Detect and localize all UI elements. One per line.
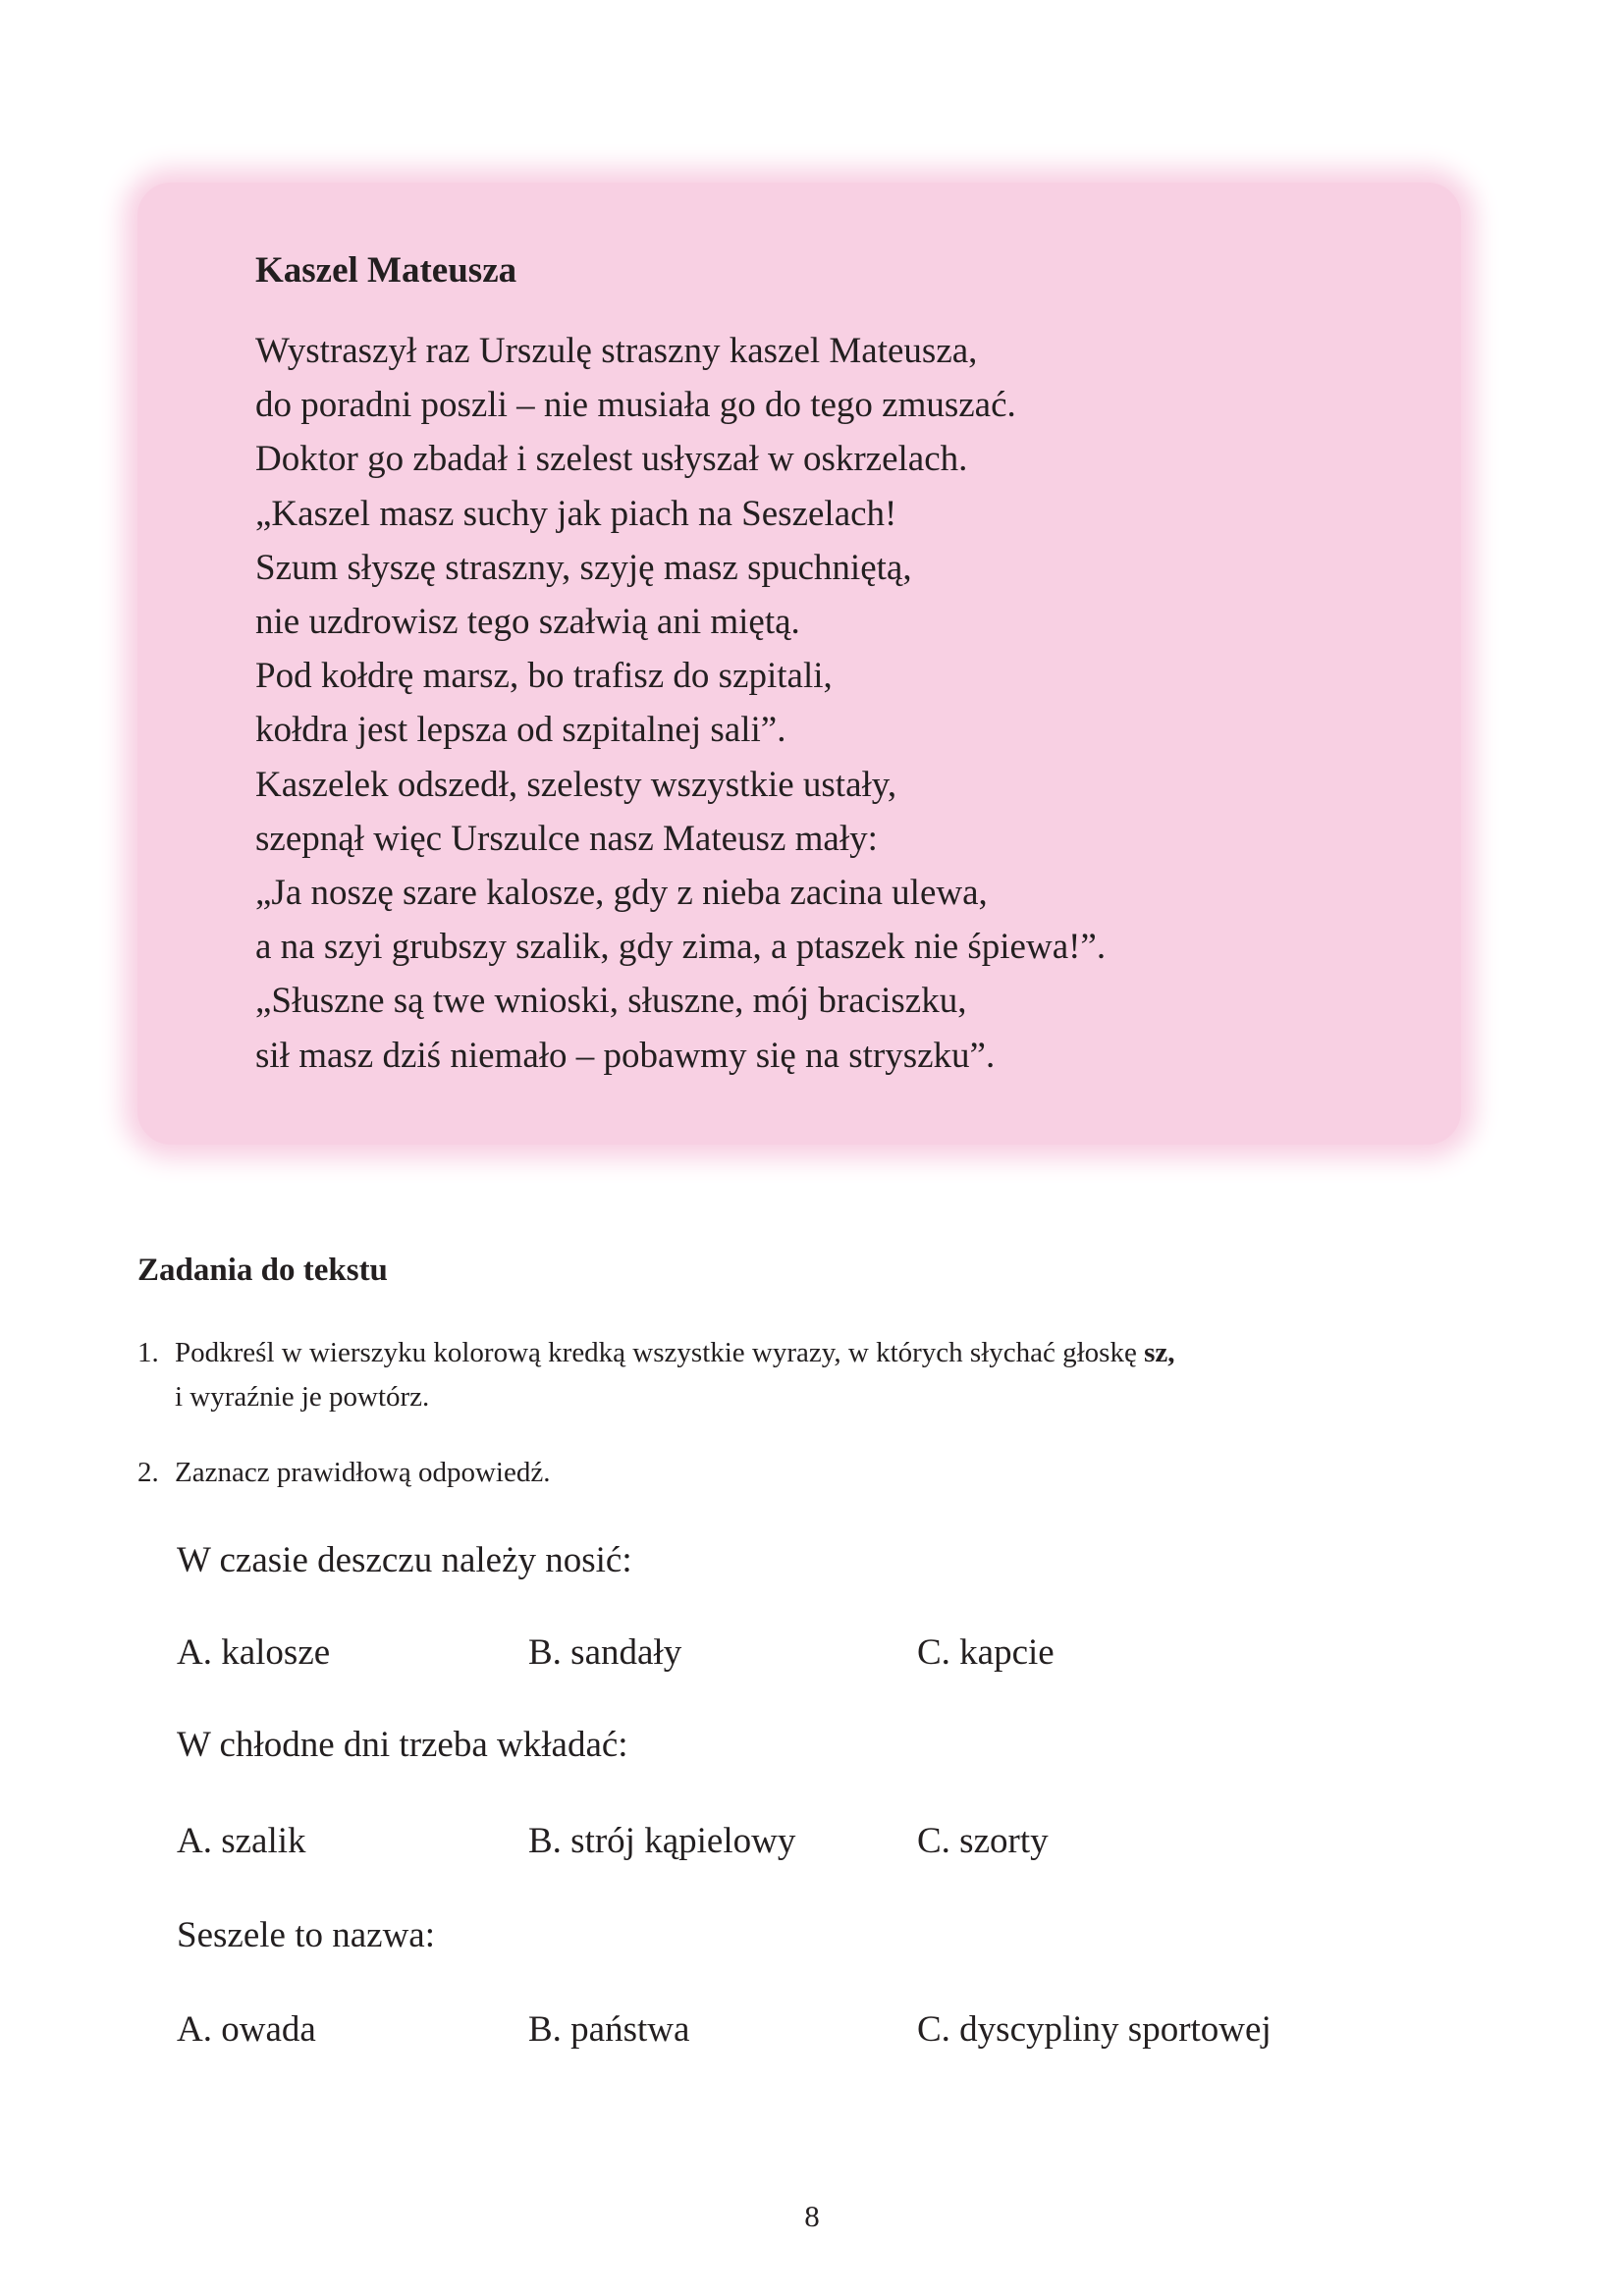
task-text-line1: Podkreśl w wierszyku kolorową kredką wszystkie wyrazy, w których słychać głoskę [175, 1337, 1145, 1368]
poem-lines [255, 324, 1106, 1083]
answer-option[interactable]: B. sandały [528, 1632, 682, 1673]
poem-line: Wystraszył raz Urszulę straszny kaszel Mateusza, [255, 331, 978, 371]
question-prompt: W czasie deszczu należy nosić: [177, 1540, 632, 1580]
poem-line: Pod kołdrę marsz, bo trafisz do szpitali, [255, 656, 833, 697]
task-text-line2: i wyraźnie je powtórz. [175, 1381, 430, 1413]
task-text-bold: sz, [1144, 1337, 1175, 1368]
poem-line: Szum słyszę straszny, szyję masz spuchniętą, [255, 547, 912, 588]
poem-line: „Ja noszę szare kalosze, gdy z nieba zacina ulewa, [255, 873, 988, 914]
poem-line: szepnął więc Urszulce nasz Mateusz mały: [255, 818, 878, 859]
answer-option[interactable]: B. strój kąpielowy [528, 1821, 796, 1861]
answer-option[interactable]: B. państwa [528, 2009, 690, 2050]
task-text [175, 1331, 1175, 1419]
task-number: 2. [137, 1457, 159, 1488]
page-number: 8 [804, 2199, 820, 2233]
poem-line: „Słuszne są twe wnioski, słuszne, mój braciszku, [255, 981, 967, 1022]
poem-line: sił masz dziś niemało – pobawmy się na stryszku”. [255, 1035, 996, 1076]
question-prompt: W chłodne dni trzeba wkładać: [177, 1725, 628, 1765]
poem-line: Kaszelek odszedł, szelesty wszystkie ustały, [255, 764, 897, 805]
answer-option[interactable]: C. dyscypliny sportowej [917, 2009, 1272, 2050]
answer-option[interactable]: A. szalik [177, 1821, 306, 1861]
poem-line: nie uzdrowisz tego szałwią ani miętą. [255, 602, 800, 643]
question-prompt: Seszele to nazwa: [177, 1915, 435, 1955]
poem-line: „Kaszel masz suchy jak piach na Seszelach! [255, 493, 897, 534]
poem-title: Kaszel Mateusza [255, 250, 517, 291]
answer-option[interactable]: C. kapcie [917, 1632, 1055, 1673]
poem-line: kołdra jest lepsza od szpitalnej sali”. [255, 710, 786, 751]
answer-option[interactable]: A. owada [177, 2009, 316, 2050]
poem-line: do poradni poszli – nie musiała go do tego zmuszać. [255, 385, 1016, 426]
poem-line: a na szyi grubszy szalik, gdy zima, a ptaszek nie śpiewa!”. [255, 927, 1107, 968]
answer-option[interactable]: A. kalosze [177, 1632, 331, 1673]
answer-option[interactable]: C. szorty [917, 1821, 1049, 1861]
poem-line: Doktor go zbadał i szelest usłyszał w oskrzelach. [255, 439, 968, 480]
tasks-heading: Zadania do tekstu [137, 1253, 388, 1288]
task-text: Zaznacz prawidłową odpowiedź. [175, 1457, 551, 1488]
task-number: 1. [137, 1337, 159, 1368]
